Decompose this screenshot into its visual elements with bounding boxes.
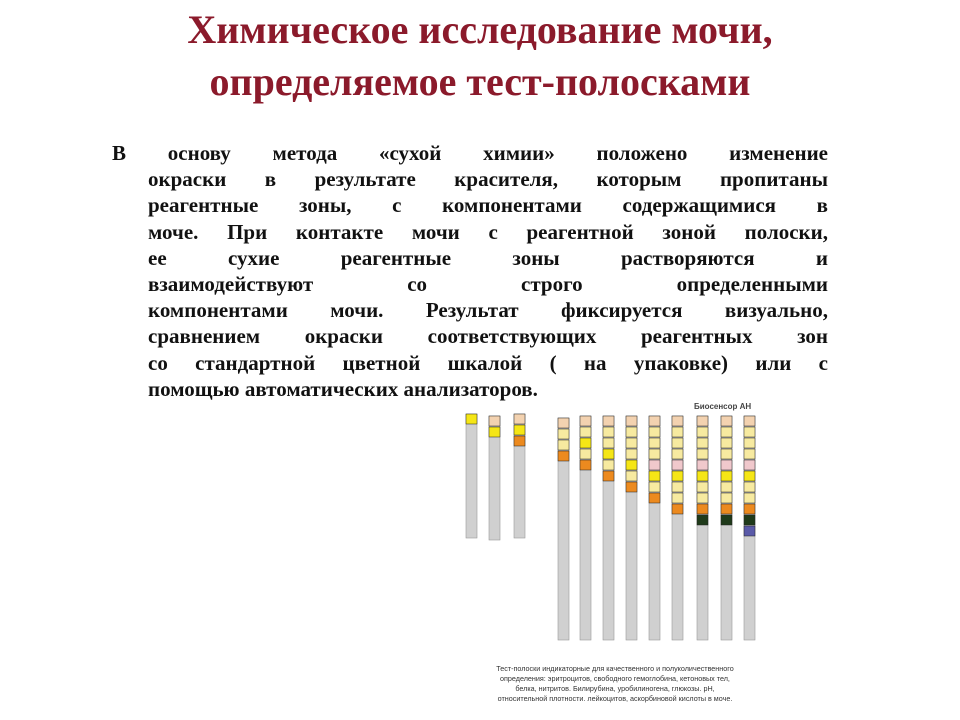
test-strip: [603, 416, 614, 640]
brand-label: Биосенсор АН: [694, 402, 752, 411]
reagent-pad: [721, 427, 732, 437]
reagent-pad: [603, 460, 614, 470]
reagent-pad: [697, 449, 708, 459]
reagent-pad: [626, 449, 637, 459]
slide-title: [0, 4, 960, 108]
reagent-pad: [744, 460, 755, 470]
paragraph-line-10: помощью автоматических анализаторов.: [148, 376, 538, 401]
test-strip: [489, 416, 500, 540]
reagent-pad: [697, 493, 708, 503]
reagent-pad: [603, 427, 614, 437]
reagent-pad: [649, 449, 660, 459]
reagent-pad: [649, 416, 660, 426]
test-strip: [466, 414, 477, 538]
reagent-pad: [626, 438, 637, 448]
reagent-pad: [649, 438, 660, 448]
reagent-pad: [744, 504, 755, 514]
reagent-pad: [744, 493, 755, 503]
reagent-pad: [649, 427, 660, 437]
paragraph-line-8: сравнением окраски соответствующих реагентных зон: [148, 324, 828, 349]
reagent-pad: [744, 515, 755, 525]
test-strip: [649, 416, 660, 640]
reagent-pad: [514, 436, 525, 446]
reagent-pad: [744, 427, 755, 437]
reagent-pad: [626, 482, 637, 492]
test-strip: [744, 416, 755, 640]
reagent-pad: [580, 449, 591, 459]
reagent-pad: [697, 504, 708, 514]
reagent-pad: [744, 438, 755, 448]
reagent-pad: [721, 504, 732, 514]
caption-line-3: белка, нитритов. Билирубина, уробилиногена, глюкозы. pH,: [515, 684, 715, 693]
reagent-pad: [580, 427, 591, 437]
reagent-pad: [721, 449, 732, 459]
reagent-pad: [580, 416, 591, 426]
reagent-pad: [514, 414, 525, 424]
reagent-pad: [603, 438, 614, 448]
reagent-pad: [489, 416, 500, 426]
reagent-pad: [672, 460, 683, 470]
reagent-pad: [697, 515, 708, 525]
test-strip: [697, 416, 708, 640]
reagent-pad: [626, 471, 637, 481]
reagent-pad: [672, 438, 683, 448]
reagent-pad: [672, 427, 683, 437]
reagent-pad: [721, 515, 732, 525]
paragraph-line-3: реагентные зоны, с компонентами содержащимися в: [148, 193, 828, 218]
reagent-pad: [721, 493, 732, 503]
reagent-pad: [721, 416, 732, 426]
reagent-pad: [672, 449, 683, 459]
reagent-pad: [558, 429, 569, 439]
reagent-pad: [514, 425, 525, 435]
caption-line-4: относительной плотности. лейкоцитов, аскорбиновой кислоты в моче.: [497, 694, 733, 703]
reagent-pad: [697, 438, 708, 448]
reagent-pad: [626, 460, 637, 470]
paragraph-line-7: компонентами мочи. Результат фиксируется визуально,: [148, 298, 828, 323]
reagent-pad: [489, 427, 500, 437]
test-strip-body: [466, 414, 477, 538]
reagent-pad: [558, 418, 569, 428]
reagent-pad: [744, 471, 755, 481]
test-strip: [514, 414, 525, 538]
test-strip: [672, 416, 683, 640]
reagent-pad: [744, 526, 755, 536]
reagent-pad: [672, 504, 683, 514]
reagent-pad: [649, 460, 660, 470]
reagent-pad: [721, 482, 732, 492]
paragraph-line-4: моче. При контакте мочи с реагентной зоной полоски,: [148, 219, 828, 244]
reagent-pad: [697, 482, 708, 492]
test-strip: [558, 418, 569, 640]
test-strips-svg: [440, 398, 770, 658]
reagent-pad: [466, 414, 477, 424]
reagent-pad: [603, 449, 614, 459]
body-paragraph: [112, 140, 828, 402]
reagent-pad: [697, 416, 708, 426]
reagent-pad: [649, 471, 660, 481]
reagent-pad: [721, 460, 732, 470]
reagent-pad: [603, 471, 614, 481]
reagent-pad: [721, 471, 732, 481]
reagent-pad: [697, 471, 708, 481]
reagent-pad: [744, 482, 755, 492]
reagent-pad: [580, 460, 591, 470]
paragraph-line-1: В основу метода «сухой химии» положено изменение: [112, 141, 828, 165]
reagent-pad: [626, 427, 637, 437]
reagent-pad: [580, 438, 591, 448]
test-strip: [721, 416, 732, 640]
reagent-pad: [744, 449, 755, 459]
test-strip: [580, 416, 591, 640]
reagent-pad: [603, 416, 614, 426]
title-line-2: определяемое тест-полосками: [209, 59, 751, 104]
paragraph-line-2: окраски в результате красителя, которым пропитаны: [148, 167, 828, 192]
reagent-pad: [558, 440, 569, 450]
reagent-pad: [649, 482, 660, 492]
paragraph-line-6: взаимодействуют со строго определенными: [148, 272, 828, 297]
caption-line-2: определения: эритроцитов, свободного гемоглобина, кетоновых тел,: [500, 674, 730, 683]
test-strips-illustration: [440, 398, 770, 658]
reagent-pad: [558, 451, 569, 461]
caption-line-1: Тест-полоски индикаторные для качественного и полуколичественного: [496, 664, 734, 673]
reagent-pad: [672, 493, 683, 503]
reagent-pad: [672, 482, 683, 492]
reagent-pad: [697, 460, 708, 470]
reagent-pad: [649, 493, 660, 503]
reagent-pad: [721, 438, 732, 448]
image-caption: [450, 664, 780, 704]
paragraph-line-9: со стандартной цветной шкалой ( на упаковке) или с: [148, 350, 828, 375]
test-strip: [626, 416, 637, 640]
reagent-pad: [672, 416, 683, 426]
title-line-1: Химическое исследование мочи,: [187, 7, 773, 52]
paragraph-line-5: ее сухие реагентные зоны растворяются и: [148, 245, 828, 270]
reagent-pad: [672, 471, 683, 481]
reagent-pad: [626, 416, 637, 426]
reagent-pad: [697, 427, 708, 437]
reagent-pad: [744, 416, 755, 426]
